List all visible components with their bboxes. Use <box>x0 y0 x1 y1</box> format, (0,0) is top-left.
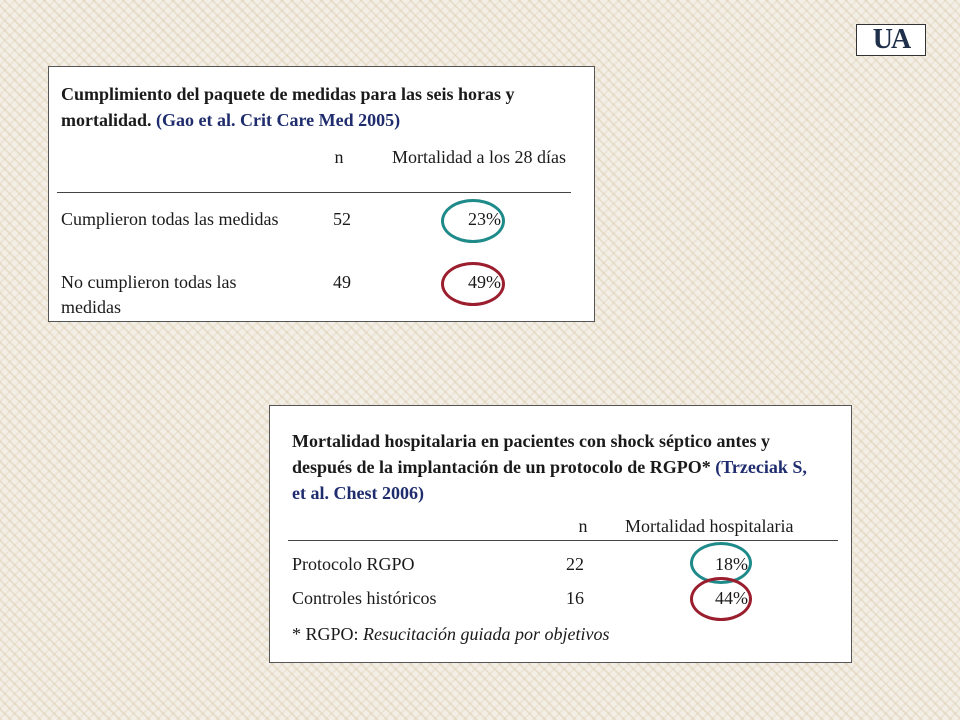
table1-header-mortality: Mortalidad a los 28 días <box>392 147 566 167</box>
table2-row2-value: 44% <box>715 588 748 608</box>
table2-footnote-text: Resucitación guiada por objetivos <box>363 624 610 644</box>
table1-panel <box>48 66 595 322</box>
table1-row1-value: 23% <box>468 209 501 229</box>
ua-logo <box>856 24 926 56</box>
table1-row2-value: 49% <box>468 272 501 292</box>
table2-row1-n: 22 <box>566 554 584 574</box>
table2-header-rule <box>288 540 838 541</box>
table2-row2-red-circle <box>690 577 752 621</box>
table1-row2-n: 49 <box>333 272 351 292</box>
table2-citation: (Trzeciak S, et al. Chest 2006) <box>292 457 807 503</box>
table2-title <box>292 428 822 506</box>
table2-row2-label: Controles históricos <box>292 588 437 608</box>
table2-panel <box>269 405 852 663</box>
table1-header-n: n <box>334 147 344 167</box>
table1-row2-red-circle <box>441 262 505 306</box>
logo-text: UA <box>872 24 910 55</box>
table1-row1-n: 52 <box>333 209 351 229</box>
table2-row2-n: 16 <box>566 588 584 608</box>
table1-citation: (Gao et al. Crit Care Med 2005) <box>156 110 401 130</box>
table2-footnote <box>292 622 832 647</box>
table2-title-text: Mortalidad hospitalaria en pacientes con shock séptico antes y después de la implantación de un protocolo de RGPO* <box>292 431 771 477</box>
table2-footnote-prefix: * RGPO: <box>292 624 364 644</box>
table1-row2-label: No cumplieron todas las medidas <box>61 272 237 317</box>
table2-header-n: n <box>578 516 588 536</box>
table1-header-rule <box>57 192 571 193</box>
table1-title <box>61 81 561 133</box>
table2-row1-value: 18% <box>715 554 748 574</box>
table1-title-text: Cumplimiento del paquete de medidas para las seis horas y mortalidad. <box>61 84 515 130</box>
table2-row1-label: Protocolo RGPO <box>292 554 415 574</box>
table1-row1-label: Cumplieron todas las medidas <box>61 209 279 229</box>
table1-row1-teal-circle <box>441 199 505 243</box>
table2-header-mortality: Mortalidad hospitalaria <box>625 516 794 536</box>
